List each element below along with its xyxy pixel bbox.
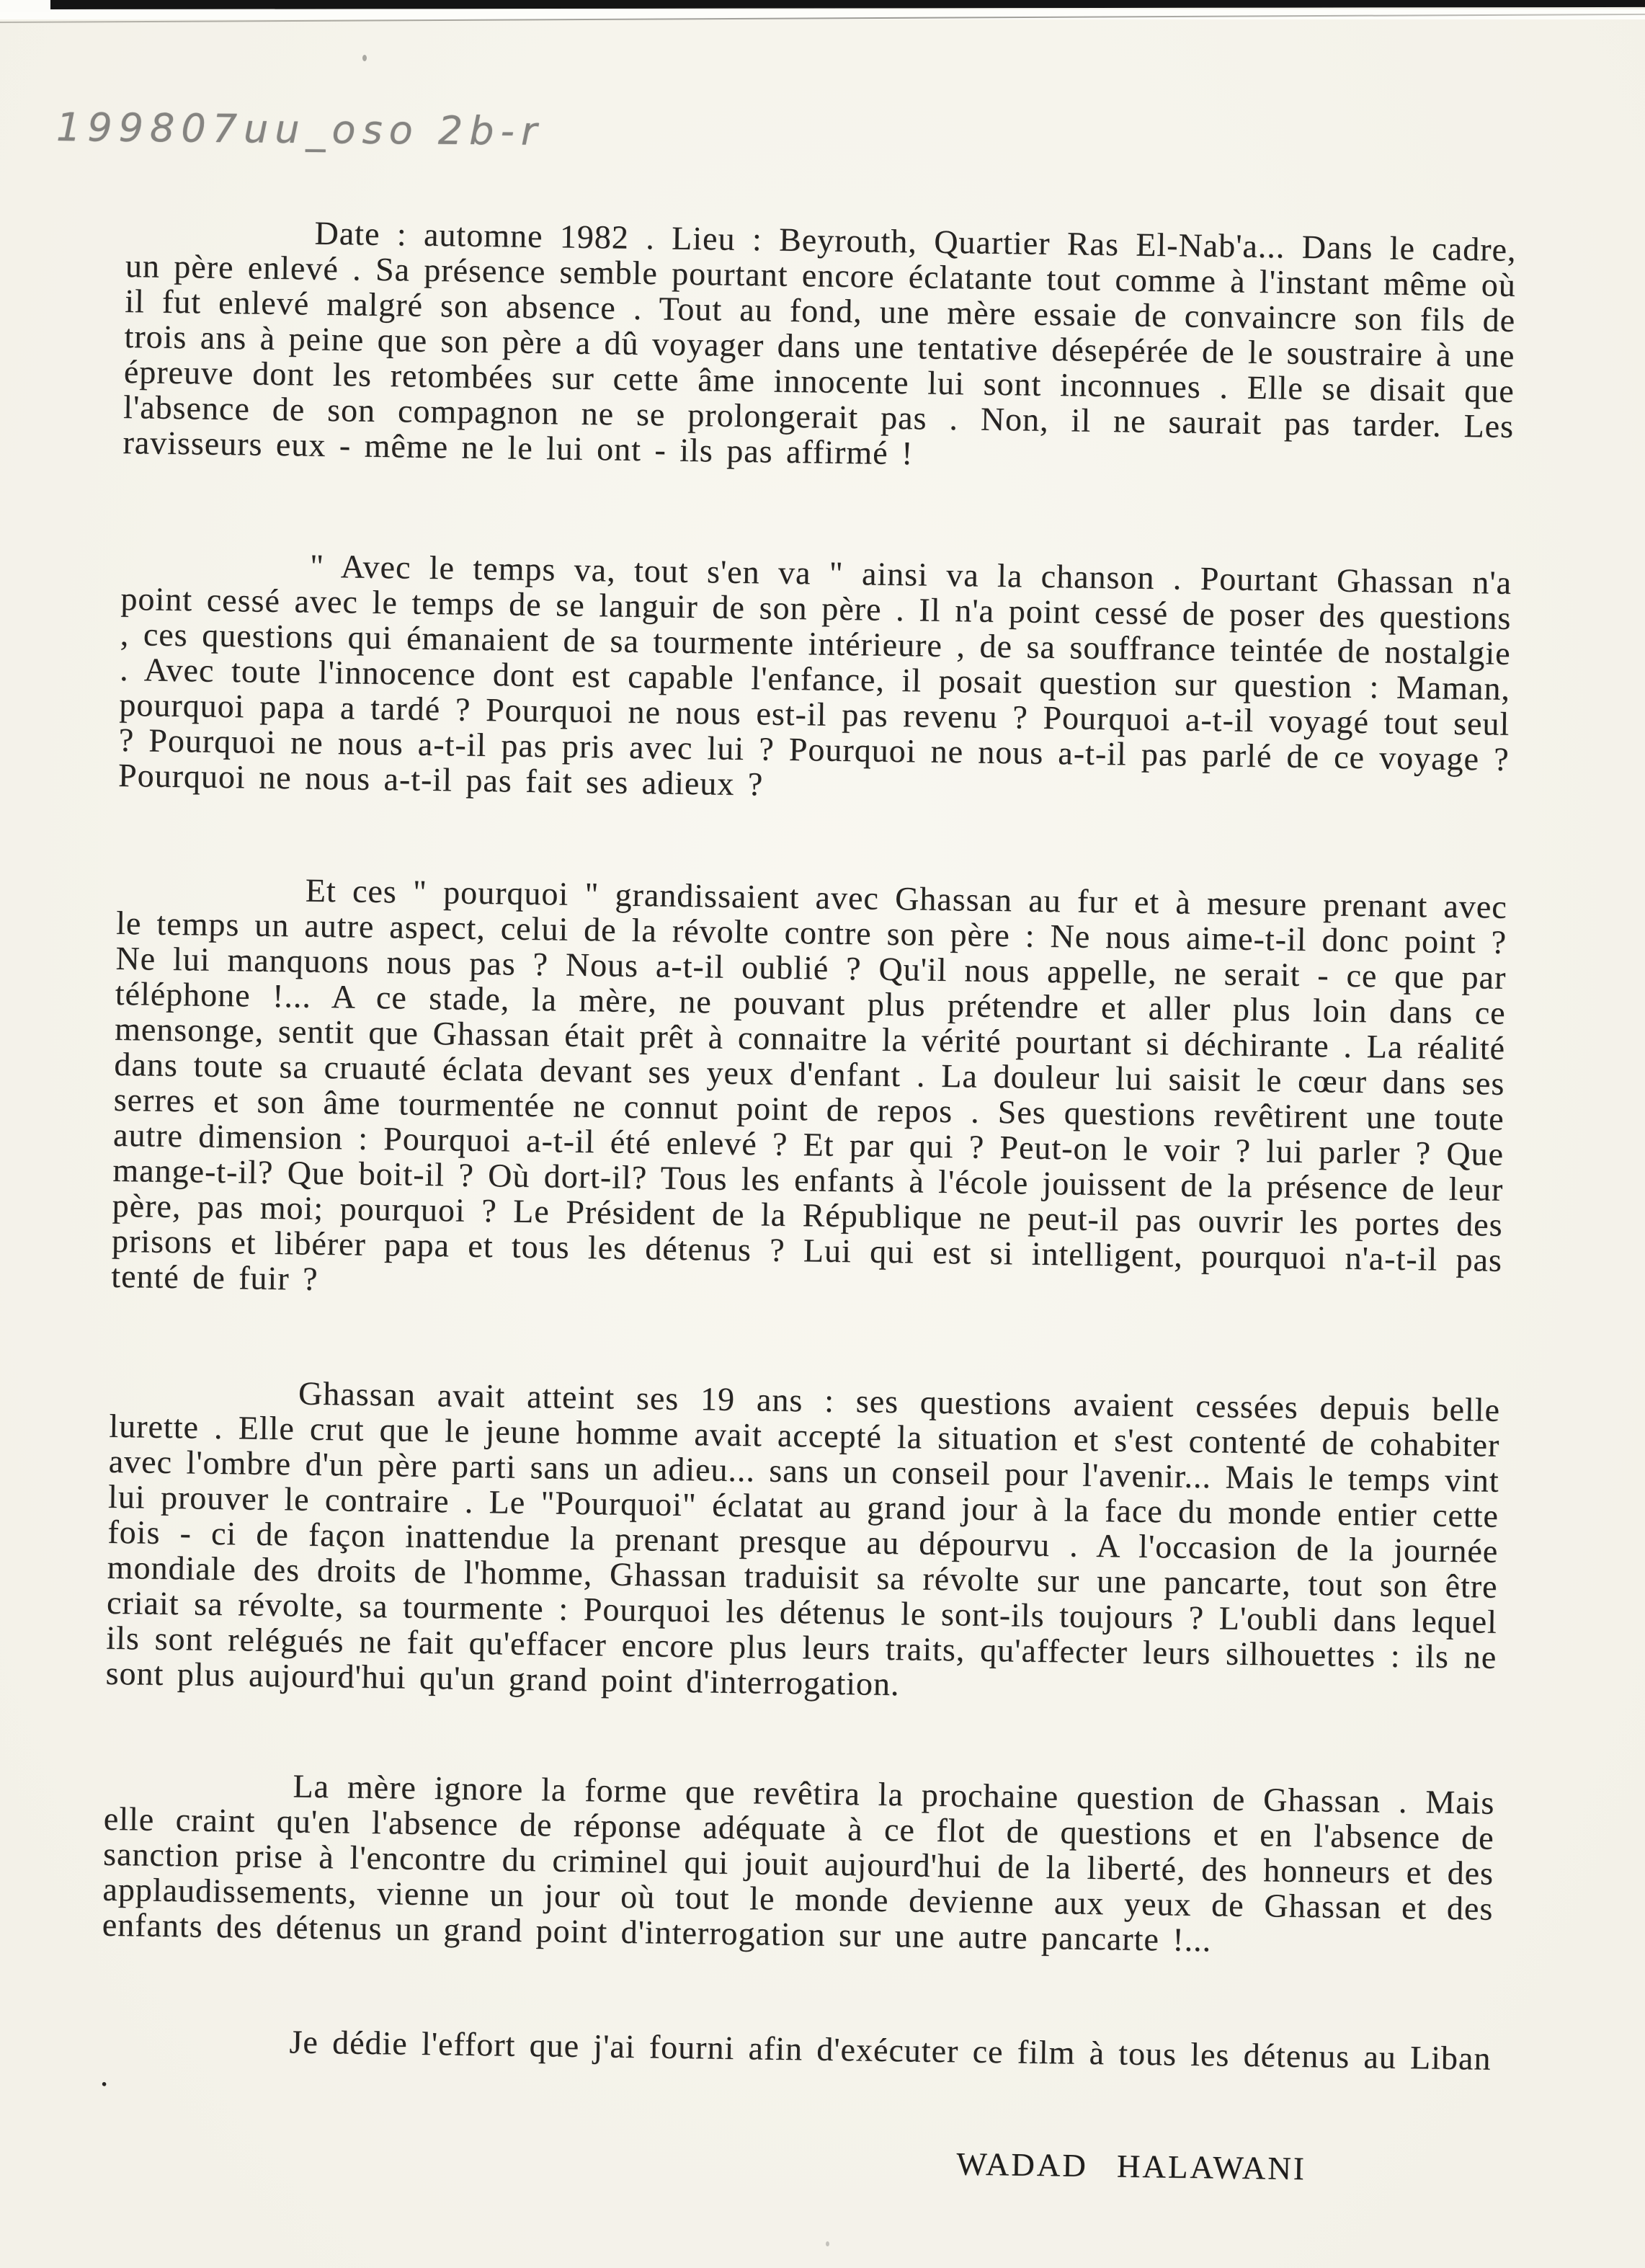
paragraph-intro: Date : automne 1982 . Lieu : Beyrouth, Quartier Ras El-Nab'a... Dans le cadre, un père enlevé . Sa présence semble pourtant encore éclatante tout comme à l'instant même où il fut enlevé malgré son absence . Tout au fond, une mère essaie de convaincre son fils de trois ans à peine que son père a dû voyager dans une tentative désepérée de le soustraire à une épreuve dont les retombées sur cette âme innocente lui sont inconnues . Elle se disait que l'absence de son compagnon ne se prolongerait pas . Non, il ne saurait pas tarder. Les ravisseurs eux - même ne le lui ont - ils pas affirmé ! [122,214,1517,472]
scan-speck [362,55,367,61]
paragraph-questions: Et ces " pourquoi " grandissaient avec Ghassan au fur et à mesure prenant avec le temps un autre aspect, celui de la révolte contre son père : Ne nous aime-t-il donc point ? Ne lui manquons nous pas ? Nous a-t-il oublié ? Qu'il nous appelle, ne serait - ce que par téléphone !... A ce stade, la mère, ne pouvant plus prétendre et aller plus loin dans ce mensonge, sentit que Ghassan était prêt à connaitre la vérité pourtant si déchirante . La réalité dans toute sa cruauté éclata devant ses yeux d'enfant . La douleur lui saisit le cœur dans ses serres et son âme tourmentée ne connut point de repos . Ses questions revêtirent une toute autre dimension : Pourquoi a-t-il été enlevé ? Et par qui ? Peut-on le voir ? lui parler ? Que mange-t-il? Que boit-il ? Où dort-il? Tous les enfants à l'école jouissent de la présence de leur père, pas moi; pourquoi ? Le Président de la République ne peut-il pas ouvrir les portes des prisons et libérer papa et tous les détenus ? Lui qui est si intelligent, pourquoi n'a-t-il pas tenté de fuir ? [111,871,1508,1297]
paragraph-19-ans: Ghassan avait atteint ses 19 ans : ses questions avaient cessées depuis belle lurette . Elle crut que le jeune homme avait accepté la situation et s'est contenté de cohabiter avec l'ombre d'un père parti sans un adieu... sans un conseil pour l'avenir... Mais le temps vint lui prouver le contraire . Le "Pourquoi" éclatat au grand jour à la face du monde entier cette fois - ci de façon inattendue la prenant presque au dépourvu . A l'occasion de la journée mondiale des droits de l'homme, Ghassan traduisit sa révolte sur une pancarte, tout son être criait sa révolte, sa tourmente : Pourquoi les détenus le sont-ils toujours ? L'oubli dans lequel ils sont relégués ne fait qu'effacer encore plus leurs traits, qu'affecter leurs silhouettes : ils ne sont plus aujourd'hui qu'un grand point d'interrogation. [105,1374,1501,1703]
handwritten-annotation: 199807uu_oso 2b-r [55,104,544,154]
scanner-corner-patch [0,0,50,12]
signature: WADAD HALAWANI [955,2145,1307,2187]
paragraph-song: " Avec le temps va, tout s'en va " ainsi va la chanson . Pourtant Ghassan n'a point cessé avec le temps de se languir de son père . Il n'a point cessé de poser des questions , ces questions qui émanaient de sa tourmente intérieure , de sa souffrance teintée de nostalgie . Avec toute l'innocence dont est capable l'enfance, il posait question sur question : Maman, pourquoi papa a tardé ? Pourquoi ne nous est-il pas revenu ? Pourquoi a-t-il voyagé tout seul ? Pourquoi ne nous a-t-il pas pris avec lui ? Pourquoi ne nous a-t-il pas parlé de ce voyage ? Pourquoi ne nous a-t-il pas fait ses adieux ? [117,547,1512,803]
paragraph-la-mere: La mère ignore la forme que revêtira la prochaine question de Ghassan . Mais elle craint qu'en l'absence de réponse adéquate à ce flot de questions et en l'absence de sanction prise à l'encontre du criminel qui jouit aujourd'hui de la liberté, des honneurs et des applaudissements, vienne un jour où tout le monde devienne aux yeux de Ghassan et des enfants des détenus un grand point d'interrogation sur une autre pancarte !... [102,1767,1495,1959]
paragraph-dedication: Je dédie l'effort que j'ai fourni afin d'exécuter ce film à tous les détenus au Liban . [99,2023,1492,2093]
scanner-edge-top [49,0,1645,9]
scan-speck [826,2241,829,2246]
letter-body [98,213,1517,2250]
